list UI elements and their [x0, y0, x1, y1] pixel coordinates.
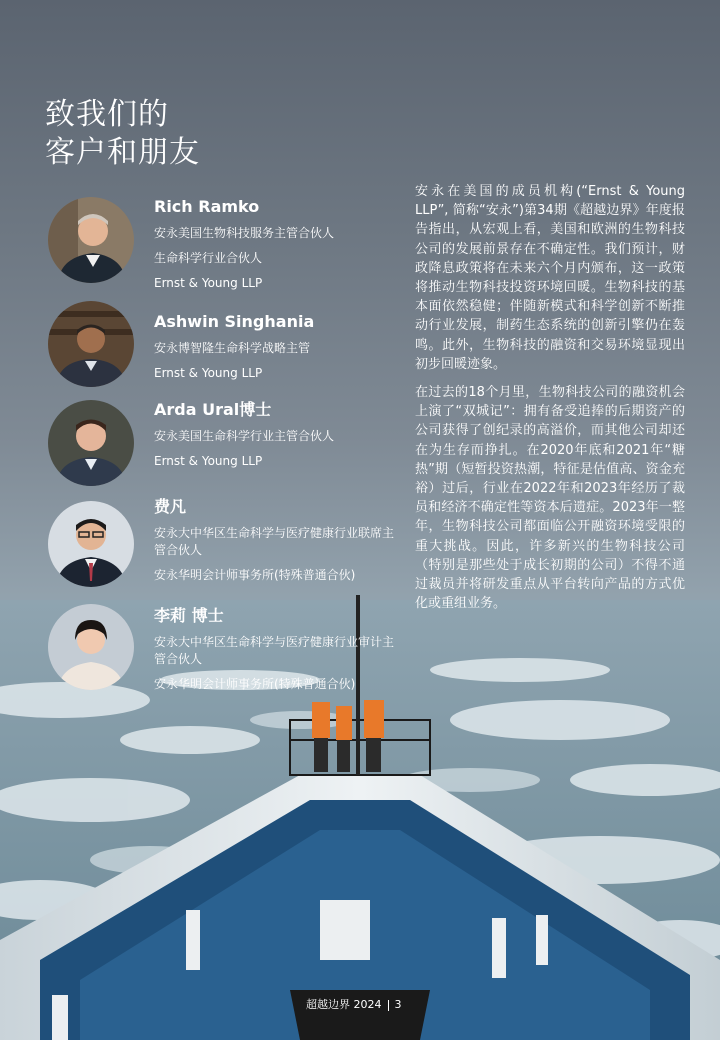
person-role: 安永大中华区生命科学与医疗健康行业审计主管合伙人 — [154, 635, 395, 666]
paragraph: 在过去的18个月里，生物科技公司的融资机会上演了“双城记”：拥有备受追捧的后期资产的公司获得了创纪录的高溢价，而其他公司却还在为生存而挣扎。在2020年底和2021年“糖热”期（短暂投资热潮，特征是估值高、资金充裕）过后，行业在2022年和2023年经历了裁员和经济不确定性等资本后遗症。2023年一整年，生物科技公司都面临公开融资环境受限的重大挑战。因此，许多新兴的生物科技公司（特别是那些处于成长初期的公司）不得不通过裁员并将研发重点从平台转向产品的方式优化或重组业务。 — [415, 385, 685, 612]
avatar — [48, 301, 134, 387]
report-name: 超越边界 2024 — [306, 998, 382, 1011]
person-role: 安永博智隆生命科学战略主管 — [154, 341, 311, 355]
person-name: Arda Ural博士 — [154, 400, 272, 419]
person-card — [48, 197, 408, 290]
person-company: 安永华明会计师事务所(特殊普通合伙) — [154, 568, 356, 582]
person-name: 费凡 — [154, 497, 187, 516]
page-title-line-2: 客户和朋友 — [45, 135, 200, 171]
page-title — [45, 96, 200, 172]
paragraph: 安永在美国的成员机构(“Ernst & Young LLP”, 简称“安永”)第34期《超越边界》年度报告指出，从宏观上看，美国和欧洲的生物科技公司的发展前景存在不确定性。我们预计，财政降息政策将在未来六个月内颁布，这一政策将推动生物科技投资环境回暖。生物科技的基本面依然稳健；伴随新模式和科学创新不断推动行业发展，制药生态系统的创新引擎仍在轰鸣。此外，生物科技的融资和交易环境显现出初步回暖迹象。 — [415, 184, 685, 372]
person-company: 安永华明会计师事务所(特殊普通合伙) — [154, 677, 356, 691]
person-info — [154, 400, 404, 478]
footer-divider — [388, 1000, 389, 1011]
person-role: 安永大中华区生命科学与医疗健康行业联席主管合伙人 — [154, 526, 395, 557]
person-card — [48, 606, 408, 706]
person-role: 安永美国生命科学行业主管合伙人 — [154, 429, 335, 443]
person-company: Ernst & Young LLP — [154, 454, 263, 468]
person-role: 生命科学行业合伙人 — [154, 251, 263, 265]
person-name: 李莉 博士 — [154, 606, 224, 625]
person-card — [48, 497, 408, 597]
person-info — [154, 606, 404, 701]
avatar — [48, 501, 134, 587]
page-number: 3 — [394, 998, 402, 1011]
avatar — [48, 197, 134, 283]
page-title-line-1: 致我们的 — [45, 97, 169, 133]
avatar — [48, 400, 134, 486]
avatar — [48, 604, 134, 690]
person-info — [154, 197, 404, 300]
page-footer — [306, 996, 402, 1012]
person-card — [48, 400, 408, 490]
person-card — [48, 312, 408, 402]
person-info — [154, 497, 404, 592]
letter-body — [415, 182, 685, 622]
person-company: Ernst & Young LLP — [154, 366, 263, 380]
person-name: Ashwin Singhania — [154, 312, 315, 331]
person-role: 安永美国生物科技服务主管合伙人 — [154, 226, 335, 240]
person-name: Rich Ramko — [154, 197, 260, 216]
person-company: Ernst & Young LLP — [154, 276, 263, 290]
person-info — [154, 312, 404, 390]
